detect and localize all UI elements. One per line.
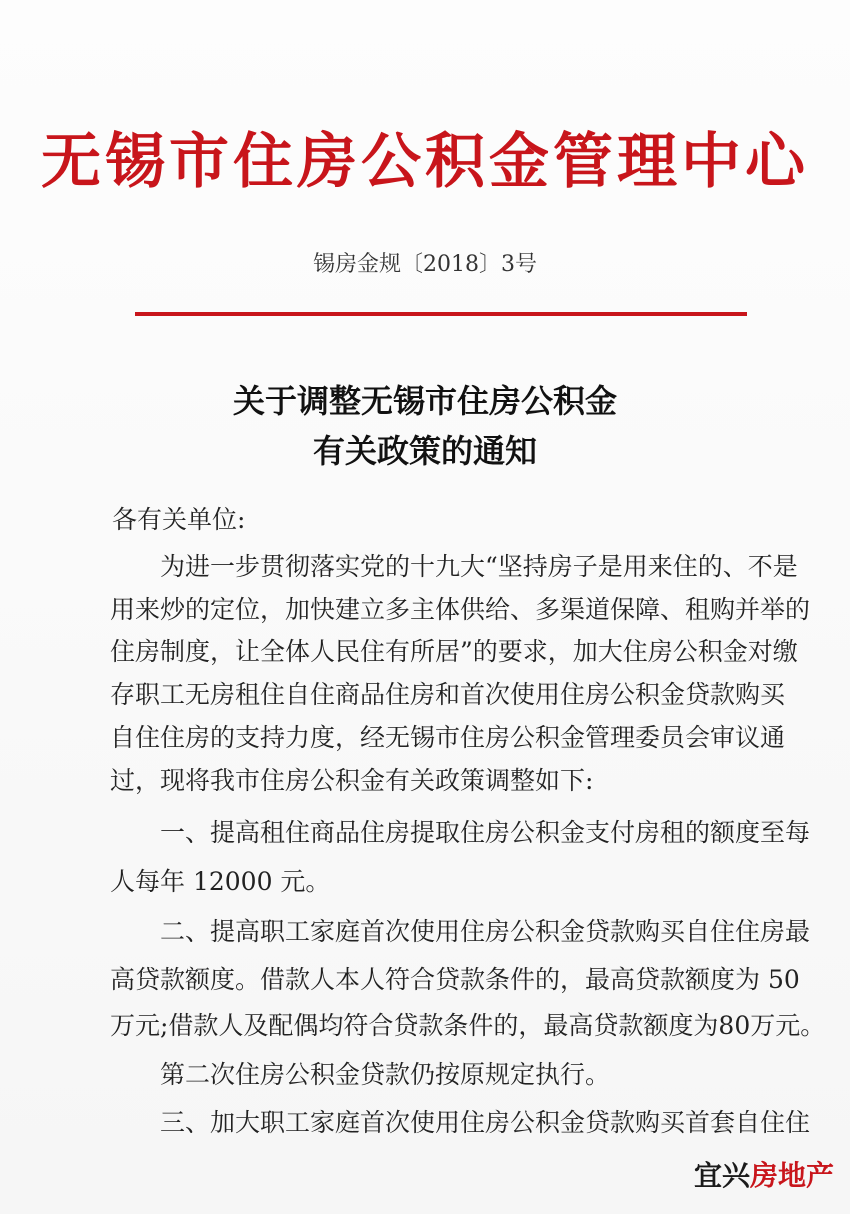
salutation: 各有关单位: [112,505,246,534]
body-line: 存职工无房租住自住商品住房和首次使用住房公积金贷款购买 [110,680,786,709]
watermark-part-1: 宜兴 [693,1159,750,1192]
body-line: 万元;借款人及配偶均符合贷款条件的，最高贷款额度为80万元。 [110,1011,826,1040]
body-line: 自住住房的支持力度，经无锡市住房公积金管理委员会审议通 [110,723,786,752]
body-line: 人每年 12000 元。 [110,867,331,896]
document-number: 锡房金规〔2018〕3号 [313,252,537,277]
notice-title-line-1: 关于调整无锡市住房公积金 [232,382,617,420]
agency-letterhead: 无锡市住房公积金管理中心 [41,127,809,197]
body-line: 二、提高职工家庭首次使用住房公积金贷款购买自住住房最 [160,917,811,946]
watermark [694,1154,834,1198]
body-line: 高贷款额度。借款人本人符合贷款条件的，最高贷款额度为 50 [110,965,800,994]
body-line: 为进一步贯彻落实党的十九大“坚持房子是用来住的、不是 [160,552,798,581]
body-line: 过，现将我市住房公积金有关政策调整如下: [110,766,594,795]
red-divider-line [135,312,747,316]
body-line: 用来炒的定位，加快建立多主体供给、多渠道保障、租购并举的 [110,595,811,624]
body-line: 一、提高租住商品住房提取住房公积金支付房租的额度至每 [160,818,811,847]
body-line: 第二次住房公积金贷款仍按原规定执行。 [160,1060,611,1089]
body-line: 住房制度，让全体人民住有所居”的要求，加大住房公积金对缴 [110,637,798,666]
notice-title-line-2: 有关政策的通知 [312,432,537,470]
watermark-part-2: 房地产 [749,1159,834,1192]
body-line: 三、加大职工家庭首次使用住房公积金贷款购买首套自住住 [160,1108,811,1137]
